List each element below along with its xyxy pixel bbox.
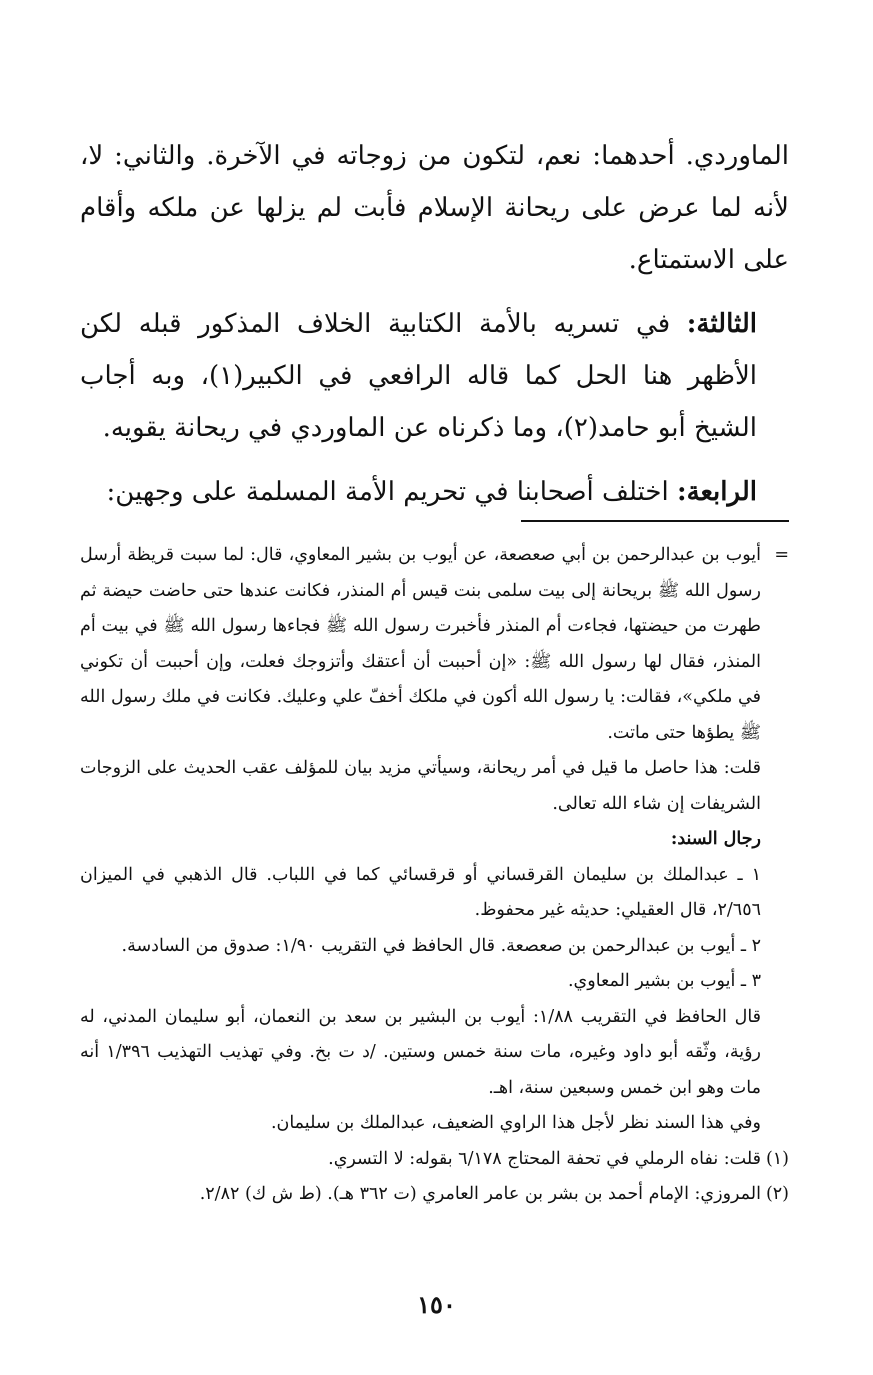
paragraph-2 — [80, 298, 789, 454]
paragraph-2-label: الثالثة: — [686, 309, 757, 339]
paragraph-2-text: في تسريه بالأمة الكتابية الخلاف المذكور قبله لكن الأظهر هنا الحل كما قاله الرافعي في الكبير(١)، وبه أجاب الشيخ أبو حامد(٢)، وما ذكرناه عن الماوردي في ريحانة يقويه. — [80, 309, 757, 443]
paragraph-3 — [80, 466, 789, 518]
narrators-heading: رجال السند: — [670, 829, 761, 849]
narrator-2: ٢ ـ أيوب بن عبدالرحمن بن صعصعة. قال الحافظ في التقريب ١/٩٠: صدوق من السادسة. — [121, 935, 761, 956]
narrator-3-detail: قال الحافظ في التقريب ١/٨٨: أيوب بن البشير بن سعد بن النعمان، أبو سليمان المدني، له رؤية، وثّقه أبو داود وغيره، مات سنة خمس وستين. /د ت بخ. وفي تهذيب التهذيب ١/٣٩٦ أنه مات وهو ابن خمس وسبعين سنة، اهـ. — [80, 1006, 762, 1098]
footnote-1-number: (١) — [765, 1148, 789, 1169]
narrator-1: ١ ـ عبدالملك بن سليمان القرقساني أو قرقسائي كما في اللباب. قال الذهبي في الميزان ٢/٦٥٦، قال العقيلي: حديثه غير محفوظ. — [80, 864, 761, 920]
paragraph-3-text: اختلف أصحابنا في تحريم الأمة المسلمة على وجهين: — [106, 477, 677, 507]
footnote-2-text: المروزي: الإمام أحمد بن بشر بن عامر العامري (ت ٣٦٢ هـ). (ط ش ك) ٢/٨٢. — [199, 1184, 761, 1204]
sanad-conclusion: وفي هذا السند نظر لأجل هذا الراوي الضعيف، عبدالملك بن سليمان. — [270, 1113, 761, 1133]
narrator-3: ٣ ـ أيوب بن بشير المعاوي. — [567, 971, 761, 991]
paragraph-1: الماوردي. أحدهما: نعم، لتكون من زوجاته في الآخرة. والثاني: لا، لأنه لما عرض على ريحانة الإسلام فأبت لم يزلها عن ملكه وأقام على الاستمتاع. — [80, 141, 789, 275]
footnote-2 — [80, 1177, 789, 1213]
footnote-separator — [521, 520, 789, 522]
paragraph-3-label: الرابعة: — [676, 477, 757, 507]
editor-note: قلت: هذا حاصل ما قيل في أمر ريحانة، وسيأتي مزيد بيان للمؤلف عقب الحديث على الزوجات الشريفات إن شاء الله تعالى. — [80, 758, 761, 814]
footnote-2-number: (٢) — [765, 1184, 789, 1204]
main-text — [80, 130, 789, 530]
footnote-1-text: قلت: نفاه الرملي في تحفة المحتاج ٦/١٧٨ بقوله: لا التسري. — [328, 1148, 761, 1169]
page-number: ١٥٠ — [417, 1290, 456, 1319]
continuation-text: أيوب بن عبدالرحمن بن أبي صعصعة، عن أيوب بن بشير المعاوي، قال: لما سبت قريظة أرسل رسول الله ﷺ بريحانة إلى بيت سلمى بنت قيس أم المنذر، فكانت عندها حتى حاضت حيضة ثم طهرت من حيضتها، فجاءت أم المنذر فأخبرت رسول الله ﷺ فجاءها رسول الله ﷺ في بيت أم المنذر، فقال لها رسول الله ﷺ: «إن أحببت أن أعتقك وأتزوجك فعلت، وإن أحببت أن تكوني في ملكي»، فقالت: يا رسول الله أكون في ملكك أخفّ علي وعليك. فكانت في ملك رسول الله ﷺ يطؤها حتى ماتت. — [80, 545, 761, 743]
footnote-1 — [80, 1142, 789, 1178]
continuation-marker: = — [774, 545, 789, 565]
footnote-continuation — [80, 538, 789, 751]
footnotes — [80, 538, 789, 1213]
